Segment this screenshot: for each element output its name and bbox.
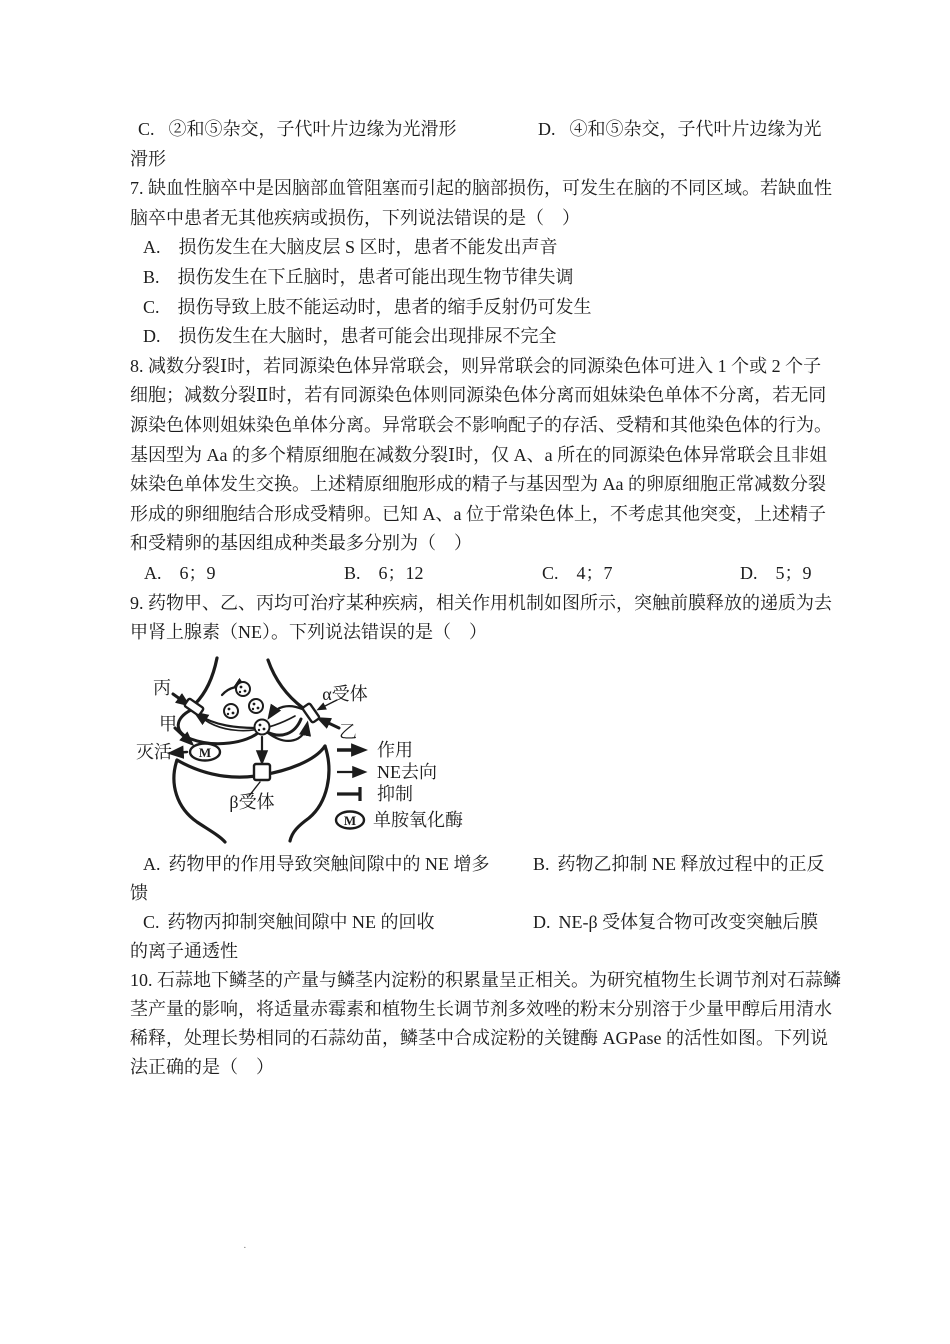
option-label: D. bbox=[143, 326, 161, 346]
alpha-receptor-label: α受体 bbox=[322, 684, 368, 704]
q8-stem-line-6: 形成的卵细胞结合形成受精卵。已知 A、a 位于常染色体上，不考虑其他突变，上述精子 bbox=[130, 504, 826, 524]
beta-receptor bbox=[254, 764, 270, 780]
q8-stem-line-2: 细胞；减数分裂Ⅱ时，若有同源染色体则同源染色体分离而姐妹染色单体不分离，若无同 bbox=[130, 385, 827, 405]
option-text: 6；9 bbox=[179, 563, 216, 583]
option-text: 6；12 bbox=[378, 563, 424, 583]
drug-c-label: 丙 bbox=[153, 678, 171, 698]
option-label: B. bbox=[344, 563, 361, 583]
axon-wall-left bbox=[195, 658, 217, 704]
q7-option-c bbox=[143, 293, 592, 321]
inactivation-label: 灭活 bbox=[136, 742, 172, 762]
drug-b-label: 乙 bbox=[339, 722, 357, 742]
q9-option-b-wrap: 馈 bbox=[130, 883, 148, 903]
q10-stem-line-4: 法正确的是（ ） bbox=[130, 1057, 274, 1077]
q7-stem-line-2: 脑卒中患者无其他疾病或损伤，下列说法错误的是（ ） bbox=[130, 208, 580, 228]
q8-stem-line-4: 基因型为 Aa 的多个精原细胞在减数分裂Ⅰ时，仅 A、a 所在的同源染色体异常联会且非姐 bbox=[130, 445, 828, 465]
option-text: 药物乙抑制 NE 释放过程中的正反 bbox=[557, 854, 825, 874]
option-label: C. bbox=[138, 119, 155, 139]
q8-option-d bbox=[740, 559, 812, 587]
legend-mao-symbol: M bbox=[343, 813, 357, 828]
option-text: 损伤发生在大脑时，患者可能会出现排尿不完全 bbox=[178, 326, 557, 346]
option-text: 4；7 bbox=[576, 563, 613, 583]
option-text: NE-β 受体复合物可改变突触后膜 bbox=[558, 912, 819, 932]
stray-dot-mark: · bbox=[243, 1242, 247, 1254]
axon-wall-right bbox=[268, 660, 303, 708]
q7-option-b bbox=[143, 263, 574, 291]
inactivation-arrow bbox=[172, 752, 187, 753]
q9-option-b bbox=[533, 850, 825, 878]
q8-stem-line-5: 妹染色单体发生交换。上述精原细胞形成的精子与基因型为 Aa 的卵原细胞正常减数分裂 bbox=[130, 474, 826, 494]
alpha-feedback-arrow bbox=[270, 706, 302, 716]
q10-stem-line-2: 茎产量的影响，将适量赤霉素和植物生长调节剂多效唑的粉末分别溶于少量甲醇后用清水 bbox=[130, 999, 832, 1019]
prev-option-d bbox=[538, 115, 822, 143]
vesicle bbox=[236, 682, 250, 696]
prev-option-d-wrap: 滑形 bbox=[130, 149, 166, 169]
q8-option-c bbox=[542, 559, 613, 587]
q8-stem-line-7: 和受精卵的基因组成种类最多分别为（ ） bbox=[130, 533, 472, 553]
mao-symbol: M bbox=[198, 745, 212, 760]
legend-label-inhibit: 抑制 bbox=[377, 784, 413, 804]
legend-label-action: 作用 bbox=[377, 740, 413, 760]
q8-stem-line-3: 源染色体则姐妹染色单体分离。异常联会不影响配子的存活、受精和其他染色体的行为。 bbox=[130, 415, 832, 435]
alpha-receptor-channel bbox=[302, 703, 320, 723]
diagram-legend bbox=[336, 740, 463, 830]
option-text: ④和⑤杂交，子代叶片边缘为光 bbox=[569, 119, 822, 139]
prev-option-c bbox=[138, 115, 457, 143]
option-text: 损伤发生在大脑皮层 S 区时，患者不能发出声音 bbox=[178, 237, 558, 257]
option-text: 药物丙抑制突触间隙中 NE 的回收 bbox=[167, 912, 435, 932]
q7-option-d bbox=[143, 322, 557, 350]
option-label: C. bbox=[143, 912, 160, 932]
q8-stem-line-1: 8. 减数分裂Ⅰ时，若同源染色体异常联会，则异常联会的同源染色体可进入 1 个或 2 个子 bbox=[130, 356, 822, 376]
beta-receptor-label: β受体 bbox=[229, 792, 275, 812]
option-label: B. bbox=[533, 854, 550, 874]
q10-stem-line-3: 稀释，处理长势相同的石蒜幼苗，鳞茎中合成淀粉的关键酶 AGPase 的活性如图。下列说 bbox=[130, 1028, 828, 1048]
legend-label-mao: 单胺氧化酶 bbox=[373, 810, 463, 830]
option-text: 损伤导致上肢不能运动时，患者的缩手反射仍可发生 bbox=[177, 297, 592, 317]
q8-option-a bbox=[144, 559, 216, 587]
q9-option-c bbox=[143, 908, 435, 936]
option-label: C. bbox=[542, 563, 559, 583]
option-text: 损伤发生在下丘脑时，患者可能出现生物节律失调 bbox=[177, 267, 574, 287]
option-label: A. bbox=[144, 563, 162, 583]
q9-option-d-wrap: 的离子通透性 bbox=[130, 941, 238, 961]
option-label: C. bbox=[143, 297, 160, 317]
q9-option-a bbox=[143, 850, 490, 878]
q10-stem-line-1: 10. 石蒜地下鳞茎的产量与鳞茎内淀粉的积累量呈正相关。为研究植物生长调节剂对石蒜鳞 bbox=[130, 970, 841, 990]
option-label: B. bbox=[143, 267, 160, 287]
q7-stem-line-1: 7. 缺血性脑卒中是因脑部血管阻塞而引起的脑部损伤，可发生在脑的不同区域。若缺血性 bbox=[130, 178, 832, 198]
q9-stem-line-1: 9. 药物甲、乙、丙均可治疗某种疾病，相关作用机制如图所示，突触前膜释放的递质为去 bbox=[130, 593, 832, 613]
q9-option-d bbox=[533, 908, 818, 936]
drug-a-action-arrow bbox=[175, 728, 191, 743]
presynaptic-terminal bbox=[178, 658, 303, 744]
vesicle bbox=[224, 704, 238, 718]
option-label: D. bbox=[538, 119, 556, 139]
option-label: A. bbox=[143, 854, 161, 874]
q8-option-b bbox=[344, 559, 424, 587]
q7-option-a bbox=[143, 233, 558, 261]
option-label: D. bbox=[533, 912, 551, 932]
legend-label-ne-direction: NE去向 bbox=[377, 762, 437, 782]
option-label: D. bbox=[740, 563, 758, 583]
drug-a-label: 甲 bbox=[159, 714, 177, 734]
q9-stem-line-2: 甲肾上腺素（NE）。下列说法错误的是（ ） bbox=[130, 622, 487, 642]
option-text: 5；9 bbox=[775, 563, 812, 583]
releasing-vesicle bbox=[255, 720, 270, 735]
synapse-diagram bbox=[125, 648, 480, 848]
drug-b-action-arrow bbox=[320, 719, 339, 728]
option-text: ②和⑤杂交，子代叶片边缘为光滑形 bbox=[168, 119, 457, 139]
option-label: A. bbox=[143, 237, 161, 257]
postsynaptic-wall-left bbox=[174, 760, 225, 842]
vesicle bbox=[249, 699, 263, 713]
option-text: 药物甲的作用导致突触间隙中的 NE 增多 bbox=[168, 854, 490, 874]
